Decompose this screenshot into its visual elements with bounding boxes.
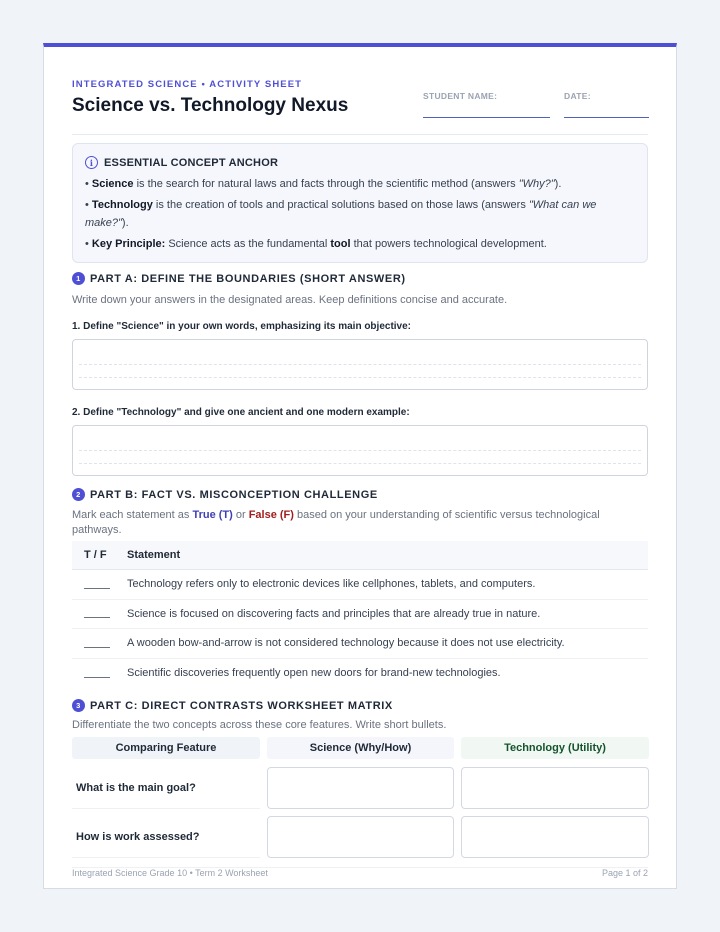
tf-answer-blank[interactable] [84, 640, 110, 648]
column-header-science: Science (Why/How) [267, 737, 454, 759]
column-header-statement: Statement [127, 549, 181, 561]
table-header [72, 541, 648, 570]
table-row [72, 629, 648, 659]
question-2-label: 2. Define "Technology" and give one ancient and one modern example: [72, 407, 410, 418]
matrix-row-label: What is the main goal? [72, 767, 260, 809]
statement-text: Technology refers only to electronic devices like cellphones, tablets, and computers. [127, 578, 536, 591]
part-a-title: 1 PART A: DEFINE THE BOUNDARIES (SHORT ANSWER) [72, 272, 406, 285]
statement-text: Science is focused on discovering facts and principles that are already true in nature. [127, 607, 541, 620]
column-header-technology: Technology (Utility) [461, 737, 649, 759]
true-false-table [72, 541, 648, 688]
science-answer-cell[interactable] [267, 816, 454, 858]
question-1-answer-box[interactable] [72, 339, 648, 390]
tf-answer-blank[interactable] [84, 581, 110, 589]
eyebrow-label: INTEGRATED SCIENCE • ACTIVITY SHEET [72, 79, 303, 90]
worksheet-header [72, 79, 648, 135]
concept-callout [72, 143, 648, 263]
page-footer [72, 867, 648, 878]
question-1-label: 1. Define "Science" in your own words, emphasizing its main objective: [72, 321, 412, 332]
student-name-field[interactable] [423, 117, 550, 118]
statement-text: A wooden bow-and-arrow is not considered technology because it does not use electricity. [127, 637, 565, 650]
callout-heading: ESSENTIAL CONCEPT ANCHOR [104, 156, 279, 169]
part-b-description: Mark each statement as True (T) or False (F) based on your understanding of scientific versus technological pathways. [72, 509, 600, 536]
statement-text: Scientific discoveries frequently open new doors for brand-new technologies. [127, 667, 501, 680]
tf-answer-blank[interactable] [84, 610, 110, 618]
column-header-feature: Comparing Feature [72, 737, 260, 759]
technology-answer-cell[interactable] [461, 816, 649, 858]
callout-bullet-science: • Science is the search for natural laws and facts through the scientific method (answers "Why?"). [85, 178, 562, 190]
matrix-row-label: How is work assessed? [72, 816, 260, 858]
info-icon: i [85, 156, 98, 169]
worksheet-page [43, 43, 677, 889]
table-row [72, 570, 648, 600]
table-row [72, 659, 648, 689]
question-2-answer-box[interactable] [72, 425, 648, 476]
part-c-description: Differentiate the two concepts across these core features. Write short bullets. [72, 719, 447, 731]
date-label: DATE: [564, 91, 591, 101]
callout-bullet-technology: • Technology is the creation of tools and practical solutions based on those laws (answers "What can we make?"). [85, 198, 597, 229]
part-c-title: 3 PART C: DIRECT CONTRASTS WORKSHEET MATRIX [72, 699, 393, 712]
footer-course-label: Integrated Science Grade 10 • Term 2 Worksheet [72, 868, 268, 878]
column-header-tf: T / F [84, 549, 107, 561]
science-answer-cell[interactable] [267, 767, 454, 809]
date-field[interactable] [564, 117, 649, 118]
part-b-number: 2 [72, 488, 85, 501]
student-name-label: STUDENT NAME: [423, 91, 498, 101]
part-b-title: 2 PART B: FACT VS. MISCONCEPTION CHALLENGE [72, 488, 378, 501]
tf-answer-blank[interactable] [84, 670, 110, 678]
table-row [72, 600, 648, 630]
part-c-number: 3 [72, 699, 85, 712]
page-title: Science vs. Technology Nexus [72, 95, 349, 116]
technology-answer-cell[interactable] [461, 767, 649, 809]
part-a-number: 1 [72, 272, 85, 285]
callout-bullet-principle: • Key Principle: Science acts as the fundamental tool that powers technological development. [85, 237, 547, 250]
part-a-description: Write down your answers in the designated areas. Keep definitions concise and accurate. [72, 294, 508, 306]
footer-page-number: Page 1 of 2 [601, 868, 648, 878]
